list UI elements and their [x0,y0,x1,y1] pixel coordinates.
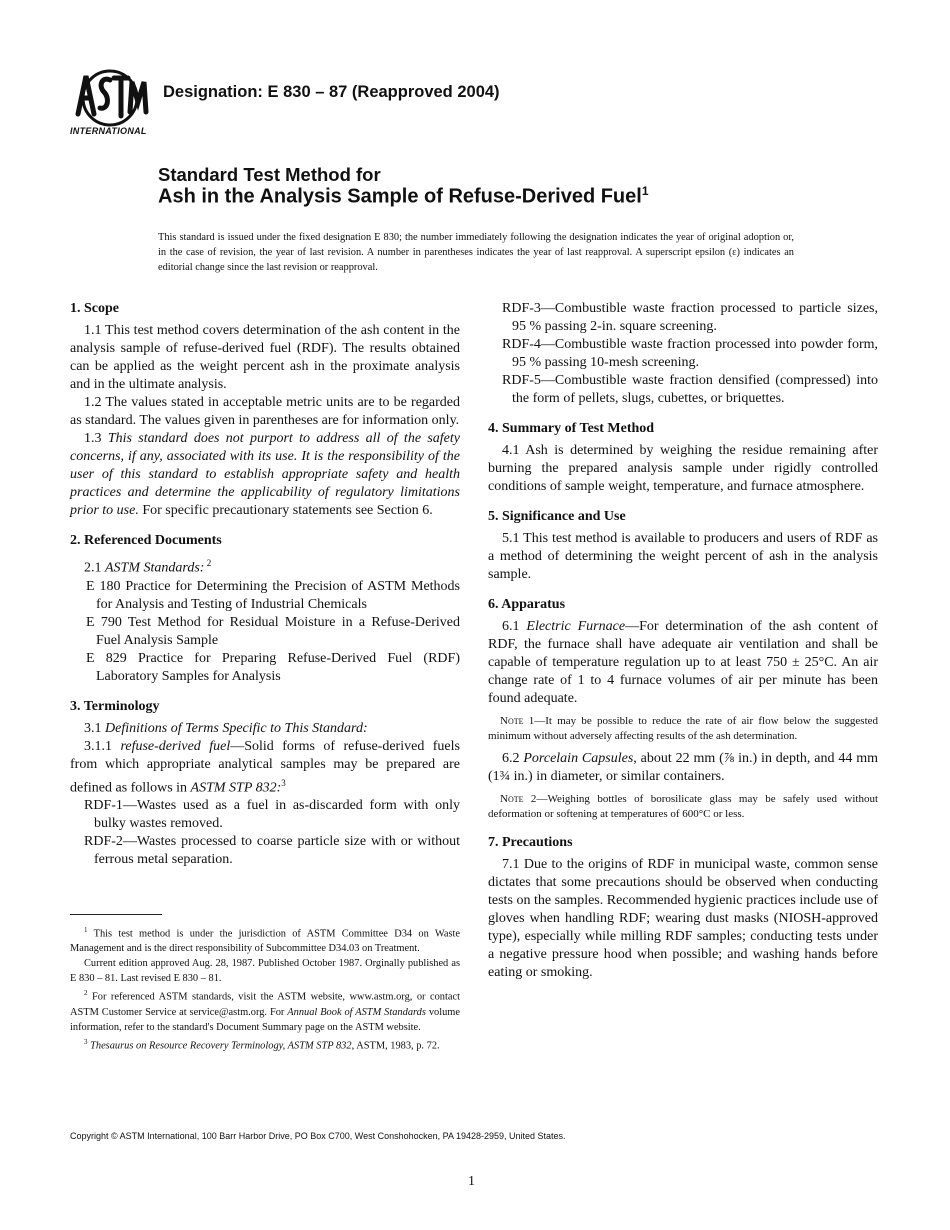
section-heading-apparatus: 6. Apparatus [488,597,566,612]
footnote-mark: 3 [84,1037,88,1046]
section-heading-summary: 4. Summary of Test Method [488,421,655,436]
page-number: 1 [468,1174,475,1189]
section-heading-precautions: 7. Precautions [488,835,573,850]
paragraph-7-1: 7.1 Due to the origins of RDF in municipal waste, common sense dictates that some precautions should be observed when conducting tests on the samples. Recommended hygienic practices include use of gloves when handling RDF; wearing dust masks (NIOSH-approved type), especially while milling RDF samples; conducting tests under a negative pressure hood when possible; and washing hands before eating or smoking. [488,857,878,980]
footnote-3 [70,1035,460,1053]
para-num: 3.1.1 [84,738,121,754]
logo-caption: INTERNATIONAL [70,126,147,136]
para-rest: For specific precautionary statements see Section 6. [138,503,433,518]
left-column [70,300,460,869]
para-num: 6.2 [502,751,524,766]
note-text: —It may be possible to reduce the rate of air flow below the suggested minimum without adversely affecting results of the ash determination. [488,715,879,742]
copyright: Copyright © ASTM International, 100 Barr Harbor Drive, PO Box C700, West Conshohocken, PA 19428-2959, United States. [70,1131,566,1141]
paragraph-2-1 [70,554,460,578]
rdf-item: RDF-4—Combustible waste fraction processed into powder form, 95 % passing 10-mesh screening. [502,337,878,370]
para-num: 6.1 [502,619,527,634]
section-heading-refdocs: 2. Referenced Documents [70,533,222,548]
note-1 [488,714,878,744]
footnote-text: For referenced ASTM standards, visit the ASTM website, www.astm.org, or contact ASTM Customer Service at service@astm.org. For [70,991,460,1018]
rdf-item: RDF-5—Combustible waste fraction densified (compressed) into the form of pellets, slugs, cubettes, or briquettes. [502,373,878,406]
title-line-1: Standard Test Method for [158,164,381,185]
item-name: Electric Furnace [526,619,626,634]
paragraph-5-1: 5.1 This test method is available to producers and users of RDF as a method of determining the weight percent of ash in the analysis sample. [488,531,878,582]
section-heading-scope: 1. Scope [70,301,119,316]
paragraph-1-2: 1.2 The values stated in acceptable metric units are to be regarded as standard. The values given in parentheses are for information only. [70,395,460,428]
issued-note: This standard is issued under the fixed designation E 830; the number immediately following the designation indicates the year of original adoption or, in the case of revision, the year of last revision. A number in parentheses indicates the year of last reapproval. A superscript epsilon (ε) indicates an editorial change since the last revision or reapproval. [158,232,794,273]
definition-text: —Solid forms of refuse-derived fuels from which appropriate analytical samples may be prepared are defined as follows in [70,738,460,796]
designation: Designation: E 830 – 87 (Reapproved 2004) [163,83,500,101]
paragraph-6-1 [488,618,878,708]
paragraph-1-1: 1.1 This test method covers determination of the ash content in the analysis sample of refuse-derived fuel (RDF). The results obtained can be applied as the weight percent ash in the proximate analysis and in the ultimate analysis. [70,323,460,392]
footnote-italic: Thesaurus on Resource Recovery Terminology, ASTM STP 832 [87,1040,352,1052]
section-heading-terminology: 3. Terminology [70,698,160,714]
note-text: —Weighing bottles of borosilicate glass may be safely used without deformation or softening at temperatures of 600°C or less. [488,793,878,820]
definitions-label: Definitions of Terms Specific to This Standard: [105,720,368,736]
footnote-mark: 1 [84,926,88,934]
note-label: Note 1 [500,715,535,727]
title-line-2 [158,184,649,209]
item-text: —For determination of the ash content of RDF, the furnace shall have adequate air ventilation and shall be capable of temperature regulation up to at least 750 ± 25°C. An air change rate of 1 to 4 furnace volumes of air per minute has been found adequate. [488,619,878,706]
footnote-rule [70,914,162,915]
rdf-item: RDF-3—Combustible waste fraction processed to particle sizes, 95 % passing 2-in. square screening. [502,301,878,334]
item-name: Porcelain Capsules [523,751,634,766]
footnote-1 [70,923,460,956]
footnote-text: , ASTM, 1983, p. 72. [351,1040,440,1052]
note-label: Note 2 [500,793,537,805]
rdf-item: RDF-1—Wastes used as a fuel in as-discarded form with only bulky wastes removed. [84,798,460,832]
item-text: , about 22 mm (⅞ in.) in depth, and 44 mm (1¾ in.) in diameter, or similar containers. [488,751,878,784]
refdoc-item: E 790 Test Method for Residual Moisture in a Refuse-Derived Fuel Analysis Sample [86,614,460,648]
stp-reference: ASTM STP 832: [190,780,282,796]
footnote-1b: Current edition approved Aug. 28, 1987. Published October 1987. Orginally published as E 830 – 81. Last revised E 830 – 81. [70,958,460,985]
footnote-text: This test method is under the jurisdiction of ASTM Committee D34 on Waste Management and is the direct responsibility of Subcommittee D34.03 on Treatment. [70,928,460,955]
paragraph-1-3 [70,430,460,520]
para-num: 2.1 [84,560,105,576]
term: refuse-derived fuel [120,738,231,754]
astm-logo [70,68,150,138]
footnote-ref: 3 [281,777,286,788]
footnote-ref: 2 [204,558,212,568]
right-column [488,300,878,982]
paragraph-3-1 [70,720,460,738]
footnote-mark: 2 [84,989,88,998]
para-num: 3.1 [84,720,105,736]
refdoc-item: E 829 Practice for Preparing Refuse-Derived Fuel (RDF) Laboratory Samples for Analysis [86,650,460,684]
footnote-2 [70,986,460,1034]
astm-standards-label: ASTM Standards: [105,560,205,576]
paragraph-3-1-1 [70,738,460,798]
rdf-item: RDF-2—Wastes processed to coarse particle size with or without ferrous metal separation. [84,834,460,868]
para-num: 1.3 [84,431,108,446]
footnote-italic: Annual Book of ASTM Standards [287,1006,426,1018]
refdoc-item: E 180 Practice for Determining the Precision of ASTM Methods for Analysis and Testing of Industrial Chemicals [86,578,460,612]
footnote-text: volume information, refer to the standard's Document Summary page on the ASTM website. [70,1006,460,1033]
title-footnote-ref: 1 [641,184,649,198]
paragraph-4-1: 4.1 Ash is determined by weighing the residue remaining after burning the prepared analysis sample under rigidly controlled conditions of sample weight, temperature, and furnace atmosphere. [488,443,878,494]
paragraph-6-2 [488,750,878,786]
footnotes [70,923,460,1053]
safety-caveat: This standard does not purport to address all of the safety concerns, if any, associated with its use. It is the responsibility of the user of this standard to establish appropriate safety and health practices and determine the applicability of regulatory limitations prior to use. [70,431,460,518]
title-text: Ash in the Analysis Sample of Refuse-Derived Fuel [158,185,642,208]
section-heading-significance: 5. Significance and Use [488,509,626,524]
note-2 [488,792,878,822]
